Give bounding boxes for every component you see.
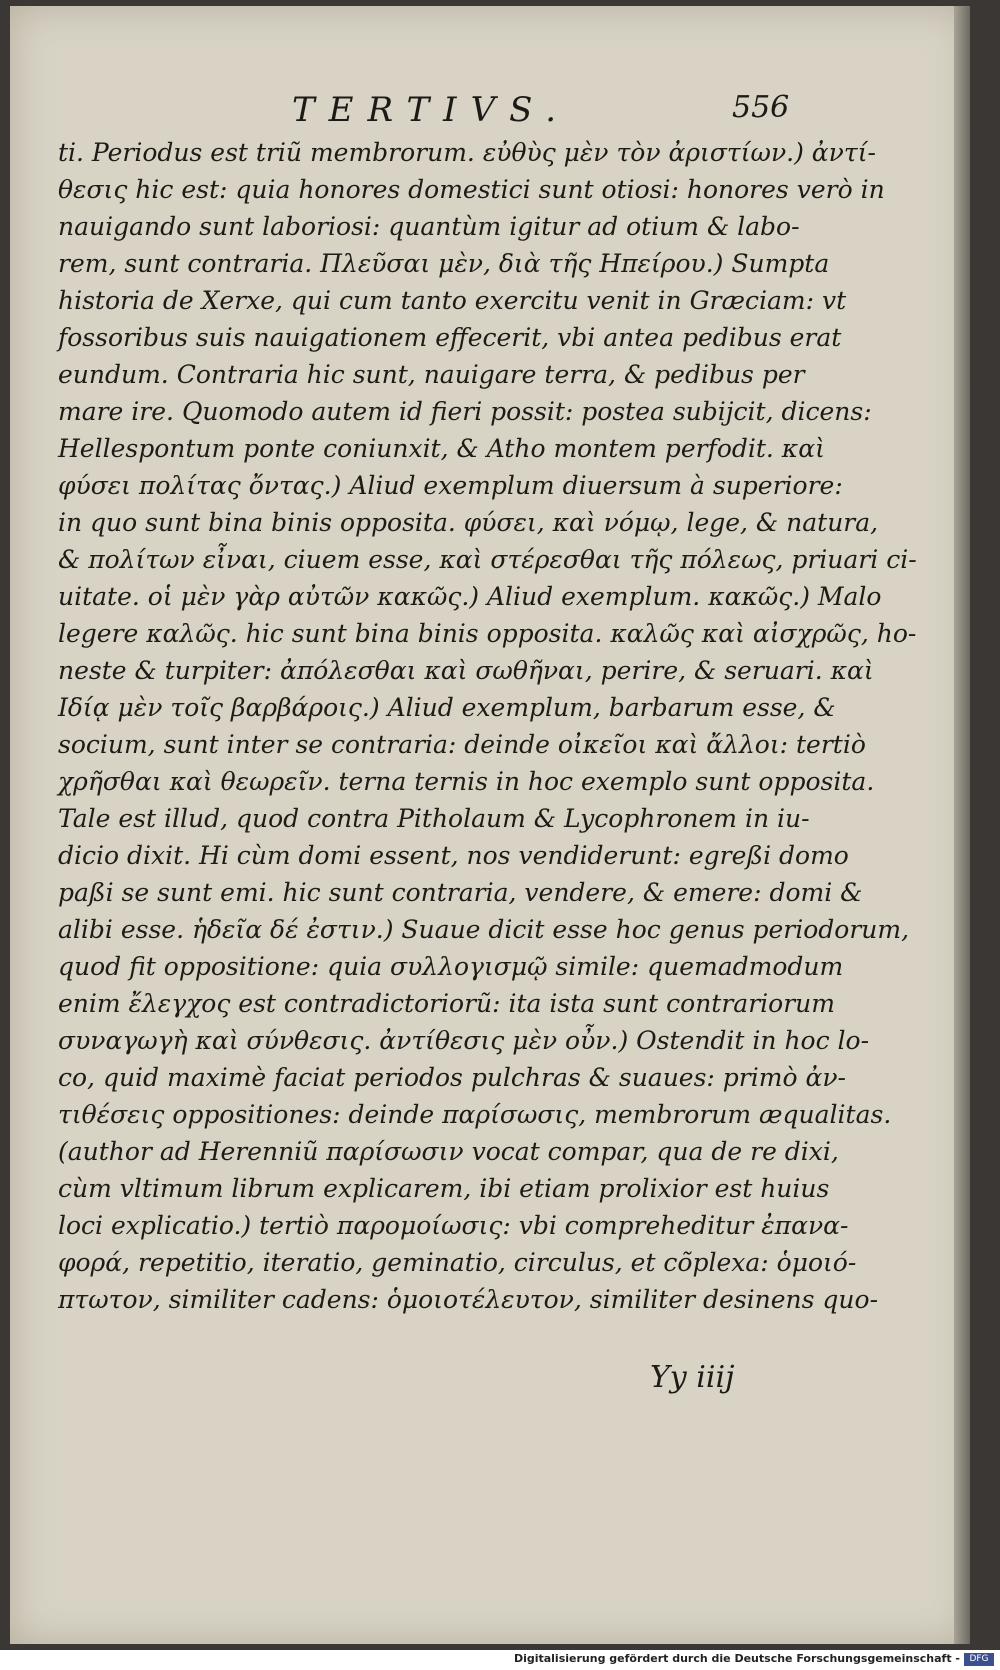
text-line: enim ἔλεγχος est contradictoriorũ: ita ista sunt contrariorum: [58, 989, 835, 1018]
text-line: fossoribus suis nauigationem effecerit, vbi antea pedibus erat: [58, 323, 842, 352]
running-title: TERTIVS.: [292, 90, 571, 130]
text-line: dicio dixit. Hi cùm domi essent, nos vendiderunt: egreßi domo: [58, 841, 849, 870]
text-line: neste & turpiter: ἀπόλεσθαι καὶ σωθῆναι, perire, & seruari. καὶ: [58, 656, 874, 685]
text-line: χρῆσθαι καὶ θεωρεῖν. terna ternis in hoc exemplo sunt opposita.: [58, 767, 875, 796]
text-line: nauigando sunt laboriosi: quantùm igitur ad otium & labo-: [58, 212, 800, 241]
text-line: historia de Xerxe, qui cum tanto exercitu venit in Græciam: vt: [58, 286, 847, 315]
text-line: mare ire. Quomodo autem id fieri possit: postea subijcit, dicens:: [58, 397, 872, 426]
text-line: legere καλῶς. hic sunt bina binis opposita. καλῶς καὶ αἰσχρῶς, ho-: [58, 619, 917, 648]
text-line: Tale est illud, quod contra Pitholaum & Lycophronem in iu-: [58, 804, 810, 833]
text-line: alibi esse. ἡδεῖα δέ ἐστιν.) Suaue dicit esse hoc genus periodorum,: [58, 915, 910, 944]
text-line: Hellespontum ponte coniunxit, & Atho montem perfodit. καὶ: [58, 434, 825, 463]
text-line: co, quid maximè faciat periodos pulchras & suaues: primò ἀν-: [58, 1063, 846, 1092]
text-line: ti. Periodus est triũ membrorum. εὐθὺς μὲν τὸν ἀριστίων.) ἀντί-: [58, 138, 876, 167]
text-line: (author ad Herenniũ παρίσωσιν vocat compar, qua de re dixi,: [58, 1137, 839, 1166]
text-line: cùm vltimum librum explicarem, ibi etiam prolixior est huius: [58, 1174, 830, 1203]
page-edge: [954, 6, 970, 1644]
text-line: θεσις hic est: quia honores domestici sunt otiosi: honores verò in: [58, 175, 885, 204]
page-header: [60, 90, 800, 130]
text-line: in quo sunt bina binis opposita. φύσει, καὶ νόμῳ, lege, & natura,: [58, 508, 879, 537]
text-line: πτωτον, similiter cadens: ὁμοιοτέλευτον, similiter desinens quo-: [58, 1285, 879, 1314]
text-block: [58, 134, 917, 1318]
text-line: quod fit oppositione: quia συλλογισμῷ simile: quemadmodum: [58, 952, 844, 981]
text-line: loci explicatio.) tertiò παρομοίωσις: vbi compreheditur ἐπανα-: [58, 1211, 849, 1240]
text-line: συναγωγὴ καὶ σύνθεσις. ἀντίθεσις μὲν οὖν.) Ostendit in hoc lo-: [58, 1026, 870, 1055]
text-line: φύσει πολίτας ὄντας.) Aliud exemplum diuersum à superiore:: [58, 471, 843, 500]
text-line: φορά, repetitio, iteratio, geminatio, circulus, et cõplexa: ὁμοιό-: [58, 1248, 857, 1277]
text-line: τιθέσεις oppositiones: deinde παρίσωσις, membrorum æqualitas.: [58, 1100, 892, 1129]
text-line: eundum. Contraria hic sunt, nauigare terra, & pedibus per: [58, 360, 805, 389]
text-line: rem, sunt contraria. Πλεῦσαι μὲν, διὰ τῆς Ηπείρου.) Sumpta: [58, 249, 830, 278]
text-line: & πολίτων εἶναι, ciuem esse, καὶ στέρεσθαι τῆς πόλεως, priuari ci-: [58, 545, 917, 574]
footer: [0, 1650, 1000, 1670]
text-line: uitate. οἱ μὲν γὰρ αὐτῶν κακῶς.) Aliud exemplum. κακῶς.) Malo: [58, 582, 882, 611]
dfg-logo: DFG: [964, 1653, 994, 1666]
footer-credit: Digitalisierung gefördert durch die Deutsche Forschungsgemeinschaft -: [513, 1652, 960, 1665]
text-line: paßi se sunt emi. hic sunt contraria, vendere, & emere: domi &: [58, 878, 863, 907]
signature-mark: Yy iiij: [650, 1360, 735, 1395]
text-line: socium, sunt inter se contraria: deinde οἰκεῖοι καὶ ἄλλοι: tertiò: [58, 730, 866, 759]
page-number: 556: [732, 90, 790, 125]
text-line: Ιδίᾳ μὲν τοῖς βαρβάροις.) Aliud exemplum, barbarum esse, &: [58, 693, 836, 722]
